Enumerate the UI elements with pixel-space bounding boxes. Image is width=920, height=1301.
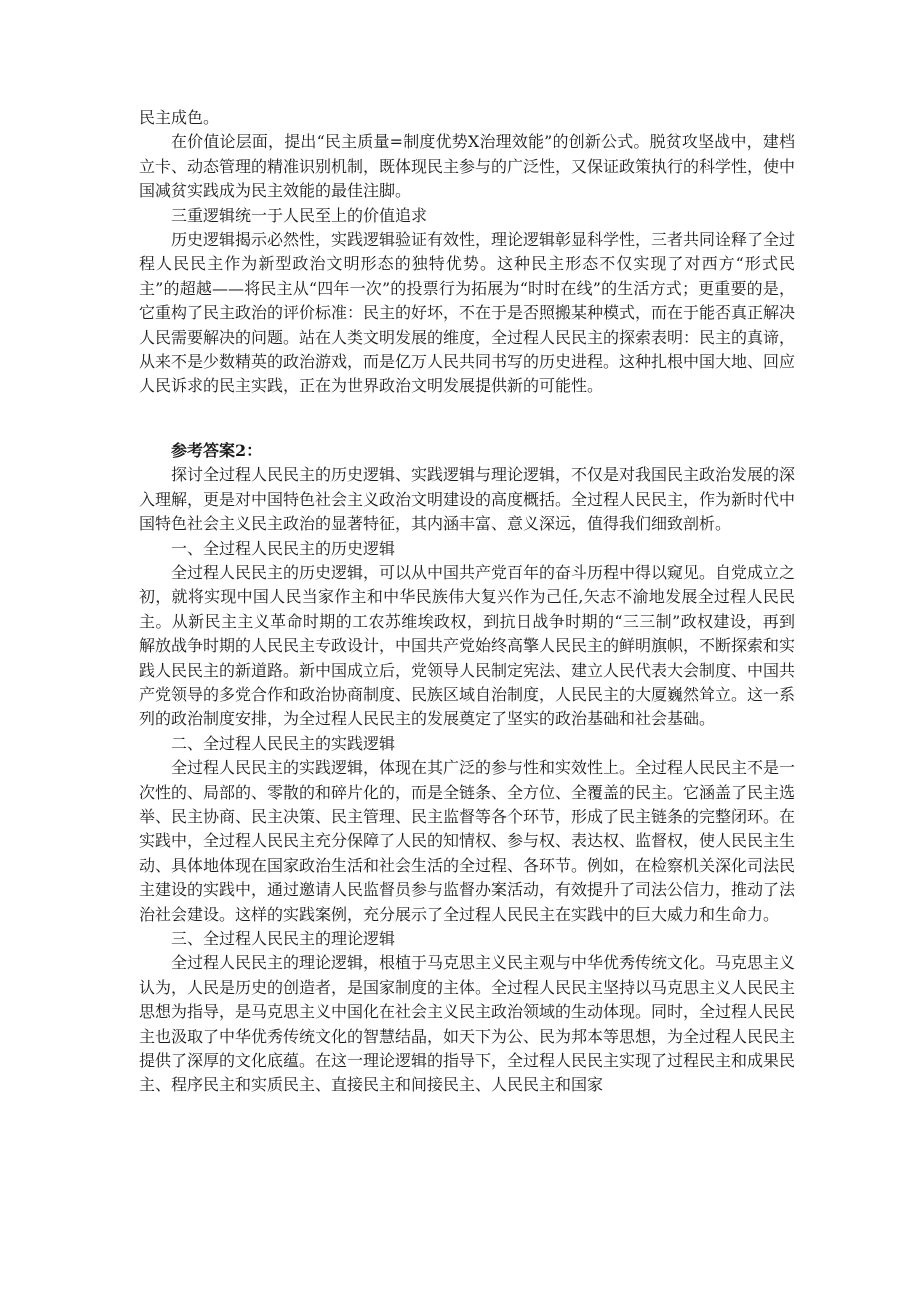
section-heading-unity: 三重逻辑统一于人民至上的价值追求 <box>171 205 428 225</box>
paragraph-theory: 全过程人民民主的理论逻辑，根植于马克思主义民主观与中华优秀传统文化。马克思主义认为，人民是历史的创造者，是国家制度的主体。全过程人民民主坚持以马克思主义人民民主思想为指导，是马克思主义中国化在社会主义民主政治领域的生动体现。同时，全过程人民民主也汲取了中华优秀传统文化的智慧结晶，如天下为公、民为邦本等思想，为全过程人民民主提供了深厚的文化底蕴。在这一理论逻辑的指导下，全过程人民民主实现了过程民主和成果民主、程序民主和实质民主、直接民主和间接民主、人民民主和国家 <box>139 953 796 1095</box>
paragraph-continuation: 民主成色。 <box>139 108 220 127</box>
section-gap <box>139 399 795 439</box>
paragraph-intro: 探讨全过程人民民主的历史逻辑、实践逻辑与理论逻辑，不仅是对我国民主政治发展的深入理解，更是对中国特色社会主义政治文明建设的高度概括。全过程人民民主，作为新时代中国特色社会主义民主政治的显著特征，其内涵丰富、意义深远，值得我们细致剖析。 <box>139 465 796 534</box>
paragraph-value-theory: 在价值论层面，提出“民主质量=制度优势X治理效能”的创新公式。脱贫攻坚战中，建档立卡、动态管理的精准识别机制，既体现民主参与的广泛性，又保证政策执行的科学性，使中国减贫实践成为民主效能的最佳注脚。 <box>139 132 796 201</box>
section-heading-history: 一、全过程人民民主的历史逻辑 <box>171 538 396 558</box>
paragraph-three-logics: 历史逻辑揭示必然性，实践逻辑验证有效性，理论逻辑彰显科学性，三者共同诠释了全过程人民民主作为新型政治文明形态的独特优势。这种民主形态不仅实现了对西方“形式民主”的超越——将民主从“四年一次”的投票行为拓展为“时时在线”的生活方式；更重要的是，它重构了民主政治的评价标准：民主的好坏，不在于是否照搬某种模式，而在于能否真正解决人民需要解决的问题。站在人类文明发展的维度，全过程人民民主的探索表明：民主的真谛，从来不是少数精英的政治游戏，而是亿万人民共同书写的历史进程。这种扎根中国大地、回应人民诉求的民主实践，正在为世界政治文明发展提供新的可能性。 <box>139 230 796 396</box>
paragraph-history: 全过程人民民主的历史逻辑，可以从中国共产党百年的奋斗历程中得以窥见。自党成立之初，就将实现中国人民当家作主和中华民族伟大复兴作为己任,矢志不渝地发展全过程人民民主。从新民主主义革命时期的工农苏维埃政权，到抗日战争时期的“三三制”政权建设，再到解放战争时期的人民民主专政设计，中国共产党始终高擎人民民主的鲜明旗帜，不断探索和实践人民民主的新道路。新中国成立后，党领导人民制定宪法、建立人民代表大会制度、中国共产党领导的多党合作和政治协商制度、民族区域自治制度，人民民主的大厦巍然耸立。这一系列的政治制度安排，为全过程人民民主的发展奠定了坚实的政治基础和社会基础。 <box>139 562 796 729</box>
section-heading-theory: 三、全过程人民民主的理论逻辑 <box>171 929 396 948</box>
document-body <box>139 106 795 1098</box>
paragraph-practice: 全过程人民民主的实践逻辑，体现在其广泛的参与性和实效性上。全过程人民民主不是一次性的、局部的、零散的和碎片化的，而是全链条、全方位、全覆盖的民主。它涵盖了民主选举、民主协商、民主决策、民主管理、民主监督等各个环节，形成了民主链条的完整闭环。在实践中，全过程人民民主充分保障了人民的知情权、参与权、表达权、监督权，使人民民主生动、具体地体现在国家政治生活和社会生活的全过程、各环节。例如，在检察机关深化司法民主建设的实践中，通过邀请人民监督员参与监督办案活动，有效提升了司法公信力，推动了法治社会建设。这样的实践案例，充分展示了全过程人民民主在实践中的巨大威力和生命力。 <box>139 758 796 924</box>
answer-title: 参考答案2： <box>171 440 263 460</box>
section-heading-practice: 二、全过程人民民主的实践逻辑 <box>171 733 396 753</box>
